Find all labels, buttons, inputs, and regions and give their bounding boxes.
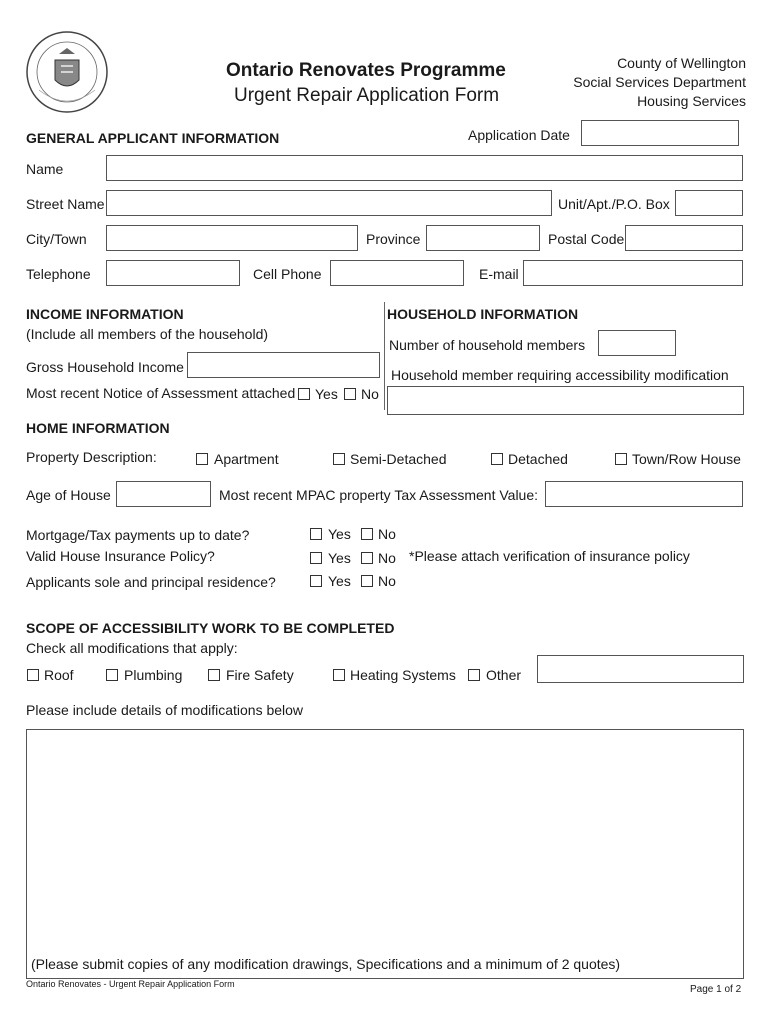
unit-field[interactable] — [675, 190, 743, 216]
apartment-checkbox[interactable] — [196, 453, 208, 465]
city-label: City/Town — [26, 231, 87, 247]
heating-systems-checkbox[interactable] — [333, 669, 345, 681]
town-row-house-label: Town/Row House — [632, 451, 741, 467]
fire-safety-label: Fire Safety — [226, 667, 294, 683]
plumbing-checkbox[interactable] — [106, 669, 118, 681]
section-heading-home: HOME INFORMATION — [26, 420, 170, 436]
town-row-house-checkbox[interactable] — [615, 453, 627, 465]
gross-income-label: Gross Household Income — [26, 359, 184, 375]
org-line: Housing Services — [637, 93, 746, 109]
name-label: Name — [26, 161, 64, 177]
footer-form-name: Ontario Renovates - Urgent Repair Application Form — [26, 979, 235, 989]
organization-block — [573, 54, 746, 111]
form-subtitle: Urgent Repair Application Form — [234, 85, 500, 106]
postal-code-label: Postal Code — [548, 231, 625, 247]
semi-detached-checkbox[interactable] — [333, 453, 345, 465]
unit-label: Unit/Apt./P.O. Box — [558, 196, 670, 212]
section-heading-income: INCOME INFORMATION — [26, 306, 184, 322]
detached-label: Detached — [508, 451, 568, 467]
roof-label: Roof — [44, 667, 74, 683]
age-of-house-label: Age of House — [26, 487, 111, 503]
notice-no-checkbox[interactable] — [344, 388, 356, 400]
heating-systems-label: Heating Systems — [350, 667, 456, 683]
insurance-note: *Please attach verification of insurance policy — [409, 548, 690, 564]
notice-no-label: No — [361, 386, 379, 402]
residence-no-checkbox[interactable] — [361, 575, 373, 587]
county-seal-logo — [25, 30, 109, 114]
city-field[interactable] — [106, 225, 358, 251]
insurance-label: Valid House Insurance Policy? — [26, 548, 215, 564]
fire-safety-checkbox[interactable] — [208, 669, 220, 681]
name-field[interactable] — [106, 155, 743, 181]
household-members-field[interactable] — [598, 330, 676, 356]
residence-label: Applicants sole and principal residence? — [26, 574, 276, 590]
page-number: Page 1 of 2 — [690, 984, 742, 995]
details-label: Please include details of modifications below — [26, 702, 304, 718]
age-of-house-field[interactable] — [116, 481, 211, 507]
household-members-label: Number of household members — [389, 337, 586, 353]
section-heading-general: GENERAL APPLICANT INFORMATION — [26, 130, 280, 146]
email-label: E-mail — [479, 266, 519, 282]
roof-checkbox[interactable] — [27, 669, 39, 681]
province-field[interactable] — [426, 225, 540, 251]
mortgage-no-label: No — [378, 526, 396, 542]
accessibility-member-field[interactable] — [387, 386, 744, 415]
other-field[interactable] — [537, 655, 744, 683]
mortgage-no-checkbox[interactable] — [361, 528, 373, 540]
mpac-field[interactable] — [545, 481, 743, 507]
plumbing-label: Plumbing — [124, 667, 183, 683]
province-label: Province — [366, 231, 421, 247]
street-name-label: Street Name — [26, 196, 105, 212]
accessibility-member-label: Household member requiring accessibility modification — [391, 367, 729, 383]
notice-yes-label: Yes — [315, 386, 338, 402]
org-line: Social Services Department — [573, 74, 746, 90]
cell-phone-field[interactable] — [330, 260, 464, 286]
cell-phone-label: Cell Phone — [253, 266, 322, 282]
check-modifications-label: Check all modifications that apply: — [26, 640, 238, 656]
email-field[interactable] — [523, 260, 743, 286]
notice-yes-checkbox[interactable] — [298, 388, 310, 400]
insurance-no-checkbox[interactable] — [361, 552, 373, 564]
modification-details-textarea[interactable] — [26, 729, 744, 979]
section-heading-scope: SCOPE OF ACCESSIBILITY WORK TO BE COMPLETED — [26, 620, 395, 636]
semi-detached-label: Semi-Detached — [350, 451, 447, 467]
other-checkbox[interactable] — [468, 669, 480, 681]
residence-no-label: No — [378, 573, 396, 589]
property-description-label: Property Description: — [26, 449, 157, 465]
application-date-label: Application Date — [468, 127, 570, 143]
application-date-field[interactable] — [581, 120, 739, 146]
income-note: (Include all members of the household) — [26, 326, 269, 342]
street-name-field[interactable] — [106, 190, 552, 216]
postal-code-field[interactable] — [625, 225, 743, 251]
column-divider — [384, 302, 385, 410]
form-title: Ontario Renovates Programme — [226, 60, 506, 81]
residence-yes-checkbox[interactable] — [310, 575, 322, 587]
detached-checkbox[interactable] — [491, 453, 503, 465]
org-line: County of Wellington — [617, 55, 746, 71]
insurance-yes-checkbox[interactable] — [310, 552, 322, 564]
submit-note: (Please submit copies of any modification drawings, Specifications and a minimum of 2 quotes) — [31, 956, 621, 972]
telephone-label: Telephone — [26, 266, 91, 282]
insurance-yes-label: Yes — [328, 550, 351, 566]
mortgage-yes-label: Yes — [328, 526, 351, 542]
section-heading-household: HOUSEHOLD INFORMATION — [387, 306, 579, 322]
mortgage-yes-checkbox[interactable] — [310, 528, 322, 540]
notice-label: Most recent Notice of Assessment attached — [26, 385, 296, 401]
telephone-field[interactable] — [106, 260, 240, 286]
other-label: Other — [486, 667, 522, 683]
residence-yes-label: Yes — [328, 573, 351, 589]
insurance-no-label: No — [378, 550, 396, 566]
gross-income-field[interactable] — [187, 352, 380, 378]
apartment-label: Apartment — [214, 451, 279, 467]
mpac-label: Most recent MPAC property Tax Assessment Value: — [219, 487, 539, 503]
mortgage-label: Mortgage/Tax payments up to date? — [26, 527, 250, 543]
